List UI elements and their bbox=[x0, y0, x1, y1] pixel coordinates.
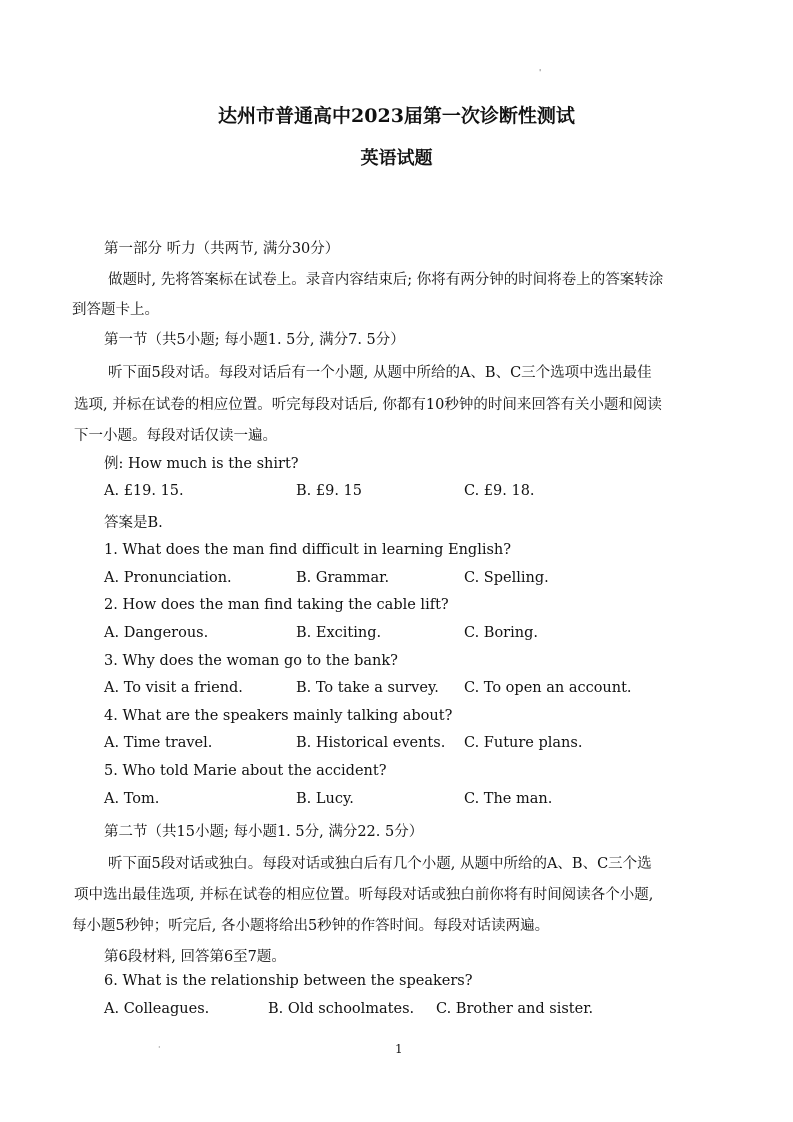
section1-intro-line-2: 选项, 并标在试卷的相应位置。听完每段对话后, 你都有10秒钟的时间来回答有关小题和阅读 bbox=[74, 397, 662, 413]
document-title: 达州市普通高中2023届第一次诊断性测试 bbox=[218, 105, 575, 127]
q6-option-a: A. Colleagues. bbox=[104, 1001, 210, 1017]
section1-intro-line-1: 听下面5段对话。每段对话后有一个小题, 从题中所给的A、B、C三个选项中选出最佳 bbox=[108, 365, 652, 381]
q4-option-a: A. Time travel. bbox=[104, 735, 213, 751]
question-1: 1. What does the man find difficult in learning English? bbox=[104, 542, 512, 558]
question-6: 6. What is the relationship between the speakers? bbox=[104, 973, 473, 989]
section2-heading: 第二节（共15小题; 每小题1. 5分, 满分22. 5分） bbox=[104, 824, 424, 840]
q3-option-c: C. To open an account. bbox=[464, 680, 632, 696]
q1-option-a: A. Pronunciation. bbox=[104, 570, 232, 586]
q1-option-b: B. Grammar. bbox=[296, 570, 390, 586]
example-option-a: A. £19. 15. bbox=[104, 483, 184, 499]
section2-intro-line-2: 项中选出最佳选项, 并标在试卷的相应位置。听每段对话或独白前你将有时间阅读各个小题, bbox=[74, 887, 654, 903]
instructions-line-2: 到答题卡上。 bbox=[72, 302, 159, 318]
question-2: 2. How does the man find taking the cable lift? bbox=[104, 597, 449, 613]
question-5: 5. Who told Marie about the accident? bbox=[104, 763, 387, 779]
q5-option-b: B. Lucy. bbox=[296, 791, 354, 807]
q2-option-a: A. Dangerous. bbox=[104, 625, 209, 641]
material-6-note: 第6段材料, 回答第6至7题。 bbox=[104, 949, 286, 965]
header-mark: ' bbox=[539, 68, 542, 77]
question-4: 4. What are the speakers mainly talking about? bbox=[104, 708, 453, 724]
question-3: 3. Why does the woman go to the bank? bbox=[104, 653, 398, 669]
q6-option-b: B. Old schoolmates. bbox=[268, 1001, 415, 1017]
page-number: 1 bbox=[395, 1042, 403, 1056]
section2-intro-line-1: 听下面5段对话或独白。每段对话或独白后有几个小题, 从题中所给的A、B、C三个选 bbox=[108, 856, 652, 872]
q4-option-c: C. Future plans. bbox=[464, 735, 583, 751]
q1-option-c: C. Spelling. bbox=[464, 570, 549, 586]
example-answer: 答案是B. bbox=[104, 515, 163, 531]
q3-option-b: B. To take a survey. bbox=[296, 680, 439, 696]
q5-option-a: A. Tom. bbox=[104, 791, 160, 807]
example-question: 例: How much is the shirt? bbox=[104, 456, 299, 472]
document-subtitle: 英语试题 bbox=[360, 148, 433, 169]
q6-option-c: C. Brother and sister. bbox=[436, 1001, 594, 1017]
q2-option-b: B. Exciting. bbox=[296, 625, 382, 641]
section1-intro-line-3: 下一小题。每段对话仅读一遍。 bbox=[74, 428, 277, 444]
q3-option-a: A. To visit a friend. bbox=[104, 680, 243, 696]
q5-option-c: C. The man. bbox=[464, 791, 553, 807]
instructions-line-1: 做题时, 先将答案标在试卷上。录音内容结束后; 你将有两分钟的时间将卷上的答案转涂 bbox=[108, 272, 664, 288]
q4-option-b: B. Historical events. bbox=[296, 735, 446, 751]
example-option-b: B. £9. 15 bbox=[296, 483, 362, 499]
section1-heading: 第一节（共5小题; 每小题1. 5分, 满分7. 5分） bbox=[104, 332, 405, 348]
part1-heading: 第一部分 听力（共两节, 满分30分） bbox=[104, 241, 340, 257]
footer-mark: · bbox=[158, 1043, 161, 1052]
section2-intro-line-3: 每小题5秒钟；听完后, 各小题将给出5秒钟的作答时间。每段对话读两遍。 bbox=[72, 918, 550, 934]
q2-option-c: C. Boring. bbox=[464, 625, 538, 641]
example-option-c: C. £9. 18. bbox=[464, 483, 535, 499]
